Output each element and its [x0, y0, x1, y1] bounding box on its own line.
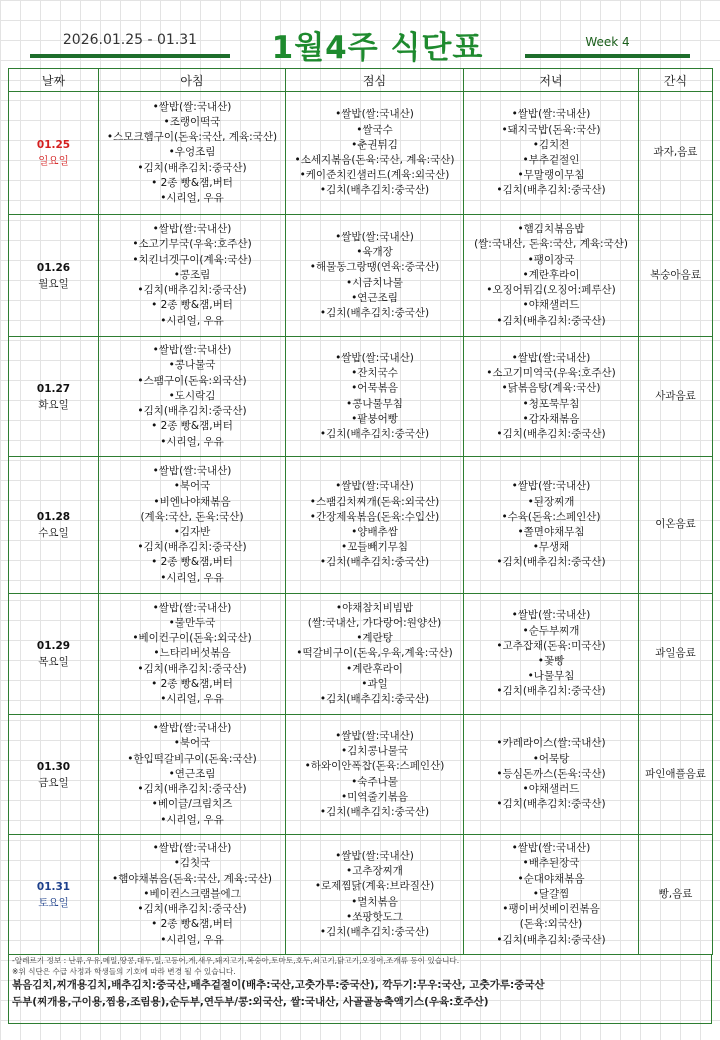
menu-item: •쫄면야채무침 — [517, 526, 585, 538]
menu-item: •로제찜닭(계육:브라질산) — [314, 880, 435, 893]
date-label: 01.31 — [36, 880, 71, 893]
menu-item: •나물무침 — [527, 670, 575, 683]
breakfast-cell — [99, 715, 286, 835]
menu-item: •시리얼, 우유 — [160, 693, 224, 705]
menu-item: •김치(배추김치:중국산) — [137, 903, 247, 916]
column-header-breakfast: 아침 — [99, 69, 286, 92]
header-rule-right — [525, 54, 690, 58]
menu-item: •미역줄기볶음 — [340, 790, 409, 803]
menu-item: •꽃빵 — [537, 655, 565, 667]
weekday-label: 금요일 — [38, 776, 69, 789]
allergy-note: -알레르기 정보 : 난류,우유,메밀,땅콩,대두,밀,고등어,게,새우,돼지고기,복숭아,토마토,호두,쇠고기,닭고기,오징어,조개류 등이 있습니다. — [12, 956, 460, 965]
header-rule-left — [30, 54, 230, 58]
menu-item: •잔치국수 — [351, 367, 398, 380]
menu-item: •김치(배추김치:중국산) — [319, 184, 430, 197]
snack-cell: 과일음료 — [639, 594, 713, 715]
menu-item: •김치(배추김치:중국산) — [137, 284, 247, 297]
menu-item: •소세지볶음(돈육:국산, 계육:국산) — [294, 154, 455, 166]
menu-item: •양배추쌈 — [351, 526, 398, 538]
table-row — [9, 715, 713, 835]
snack-cell: 과자,음료 — [639, 92, 713, 215]
menu-item: •쌀국수 — [356, 123, 393, 136]
menu-item: •순대야채볶음 — [517, 872, 585, 885]
lunch-cell — [286, 337, 464, 457]
menu-item: •김치(배추김치:중국산) — [319, 306, 430, 319]
menu-item: •김치(배추김치:중국산) — [137, 662, 247, 675]
column-header-dinner: 저녁 — [464, 69, 639, 92]
menu-item: •시리얼, 우유 — [160, 435, 224, 448]
menu-item: •간장제육볶음(돈육:수입산) — [309, 510, 440, 523]
table-row — [9, 337, 713, 457]
menu-item: •시리얼, 우유 — [160, 813, 224, 826]
menu-item: •쌀밥(쌀:국내산) — [511, 480, 591, 493]
table-header-row — [9, 69, 713, 92]
menu-item: •쌀밥(쌀:국내산) — [152, 100, 232, 113]
breakfast-cell — [99, 215, 286, 337]
menu-item: •김치(배추김치:중국산) — [319, 925, 430, 938]
menu-item: •스팸김치찌개(돈육:외국산) — [309, 495, 440, 508]
dinner-cell — [464, 715, 639, 835]
menu-item: •북어국 — [173, 480, 211, 493]
menu-item: •콩조림 — [173, 268, 211, 281]
date-cell — [9, 715, 99, 835]
menu-item: •감자채볶음 — [522, 412, 580, 425]
menu-item: •해물동그랑땡(연육:중국산) — [309, 261, 440, 274]
menu-item: •야채샐러드 — [522, 783, 580, 796]
menu-item: •연근조림 — [351, 291, 398, 304]
date-label: 01.25 — [36, 139, 71, 151]
menu-item: •베이컨구이(돈육:외국산) — [132, 632, 252, 645]
menu-item: •쌀밥(쌀:국내산) — [511, 351, 591, 364]
menu-item: • 2종 빵&잼,버터 — [151, 420, 233, 433]
menu-item: •김치(배추김치:중국산) — [137, 541, 247, 554]
table-row — [9, 457, 713, 594]
menu-item: •케이준치킨샐러드(계육:외국산) — [299, 169, 450, 182]
date-cell — [9, 457, 99, 594]
menu-item: •소고기미역국(우육:호주산) — [486, 367, 616, 380]
menu-item: •김치(배추김치:중국산) — [137, 783, 247, 796]
lunch-cell — [286, 715, 464, 835]
menu-item: •김치(배추김치:중국산) — [137, 161, 247, 174]
table-row — [9, 594, 713, 715]
menu-item: •김치(배추김치:중국산) — [496, 556, 606, 569]
menu-item: •춘권튀김 — [351, 138, 398, 151]
weekday-label: 목요일 — [38, 656, 69, 668]
menu-item: •하와이안폭찹(돈육:스페인산) — [304, 760, 445, 773]
breakfast-cell — [99, 594, 286, 715]
dinner-cell — [464, 835, 639, 955]
menu-item: •쌀밥(쌀:국내산) — [152, 223, 232, 236]
menu-item: •스모크햄구이(돈육:국산, 계육:국산) — [106, 131, 278, 144]
dinner-cell — [464, 215, 639, 337]
menu-item: •시리얼, 우유 — [160, 933, 224, 946]
menu-item: •도시락김 — [168, 389, 216, 402]
menu-item: •쌀밥(쌀:국내산) — [335, 729, 414, 742]
lunch-cell — [286, 92, 464, 215]
menu-item: •베이글/크림치즈 — [151, 798, 233, 811]
menu-item: • 2종 빵&잼,버터 — [151, 299, 233, 312]
menu-item: •어묵볶음 — [351, 382, 398, 395]
menu-item: (계육:국산, 돈육:국산) — [140, 510, 244, 523]
menu-item: •김치전 — [532, 138, 570, 151]
snack-cell: 사과음료 — [639, 337, 713, 457]
menu-item: •숙주나물 — [351, 775, 398, 788]
header — [0, 0, 720, 66]
menu-item: •김치(배추김치:중국산) — [496, 685, 606, 698]
menu-item: •고추잡채(돈육:미국산) — [496, 639, 606, 652]
table-row — [9, 92, 713, 215]
dinner-cell — [464, 457, 639, 594]
menu-item: •쌀밥(쌀:국내산) — [152, 842, 232, 855]
footer-notes — [8, 955, 712, 1024]
menu-item: •연근조림 — [168, 767, 216, 780]
date-cell — [9, 92, 99, 215]
menu-item: •쌀밥(쌀:국내산) — [152, 722, 232, 735]
weekday-label: 화요일 — [38, 398, 69, 411]
date-label: 01.26 — [36, 261, 71, 274]
menu-item: •팽이장국 — [527, 253, 575, 266]
table-row — [9, 215, 713, 337]
menu-item: •김치(배추김치:중국산) — [496, 427, 606, 440]
menu-item: •북어국 — [173, 737, 211, 750]
menu-item: •김치(배추김치:중국산) — [496, 798, 606, 811]
menu-item: •순두부찌개 — [522, 624, 580, 637]
menu-item: •계란탕 — [356, 632, 393, 645]
menu-item: •김치(배추김치:중국산) — [319, 805, 430, 818]
menu-item: •비엔나야채볶음 — [153, 495, 231, 508]
menu-item: •김칫국 — [173, 857, 211, 870]
menu-item: •한입떡갈비구이(돈육:국산) — [127, 752, 257, 765]
breakfast-cell — [99, 337, 286, 457]
menu-item: •소고기무국(우육:호주산) — [132, 238, 252, 251]
menu-item: •부추겉절인 — [522, 154, 580, 166]
table-body — [9, 92, 713, 955]
weekday-label: 수요일 — [38, 527, 69, 539]
date-label: 01.28 — [36, 511, 71, 523]
breakfast-cell — [99, 835, 286, 955]
snack-cell: 파인애플음료 — [639, 715, 713, 835]
menu-item: •카레라이스(쌀:국내산) — [496, 737, 606, 750]
menu-item: •김치콩나물국 — [340, 745, 409, 758]
menu-item: •닭볶음탕(계육:국산) — [501, 382, 601, 395]
menu-item: •베이컨스크램블에그 — [143, 887, 241, 900]
menu-item: •쏘팡핫도그 — [346, 910, 403, 923]
date-cell — [9, 835, 99, 955]
menu-item: •떡갈비구이(돈육,우육,계육:국산) — [296, 647, 453, 660]
menu-item: •김치(배추김치:중국산) — [319, 556, 430, 569]
menu-item: •계란후라이 — [522, 268, 580, 281]
menu-item: •무생채 — [532, 541, 570, 554]
menu-item: •느타리버섯볶음 — [153, 647, 231, 660]
menu-item: •과일 — [361, 677, 388, 690]
menu-item: •쌀밥(쌀:국내산) — [335, 480, 414, 493]
menu-item: •김치(배추김치:중국산) — [319, 693, 430, 705]
snack-cell: 이온음료 — [639, 457, 713, 594]
menu-item: •달걀찜 — [532, 887, 570, 900]
weekday-label: 일요일 — [38, 155, 69, 167]
breakfast-cell — [99, 457, 286, 594]
menu-item: •시리얼, 우유 — [160, 192, 224, 204]
menu-item: •오징어튀김(오징어:페루산) — [486, 284, 616, 297]
menu-item: •김치(배추김치:중국산) — [496, 933, 606, 946]
change-notice: ※위 식단은 수급 사정과 학생들의 기호에 따라 변경 될 수 있습니다. — [12, 967, 236, 976]
menu-item: •쌀밥(쌀:국내산) — [335, 849, 414, 862]
menu-item: •팽이버섯베이컨볶음 — [502, 903, 600, 916]
menu-item: •김치(배추김치:중국산) — [319, 427, 430, 440]
date-label: 01.29 — [36, 640, 71, 652]
menu-item: •치킨너겟구이(계육:국산) — [132, 253, 252, 266]
menu-item: (쌀:국내산, 가다랑어:원양산) — [307, 616, 442, 629]
menu-item: •시리얼, 우유 — [160, 571, 224, 584]
menu-item: •어묵탕 — [532, 752, 570, 765]
breakfast-cell — [99, 92, 286, 215]
menu-item: •돼지국밥(돈육:국산) — [501, 123, 601, 136]
menu-item: •무말랭이무침 — [517, 169, 585, 182]
lunch-cell — [286, 457, 464, 594]
menu-item: •야채참치비빔밥 — [335, 601, 414, 614]
menu-item: •청포묵무침 — [522, 397, 580, 410]
menu-item: •야채샐러드 — [522, 299, 580, 312]
menu-item: • 2종 빵&잼,버터 — [151, 556, 233, 569]
menu-item: •수육(돈육:스페인산) — [501, 510, 601, 523]
date-cell — [9, 594, 99, 715]
menu-item: •물만두국 — [168, 616, 216, 629]
lunch-cell — [286, 835, 464, 955]
date-label: 01.30 — [36, 760, 71, 773]
menu-item: •쌀밥(쌀:국내산) — [335, 108, 414, 121]
page-title: 1월4주 식단표 — [271, 30, 484, 66]
menu-item: •쌀밥(쌀:국내산) — [511, 108, 591, 121]
date-cell — [9, 337, 99, 457]
dinner-cell — [464, 594, 639, 715]
menu-item: •햄김치볶음밥 — [517, 223, 585, 236]
origin-note-2: 두부(찌개용,구이용,찜용,조림용),순두부,연두부/콩:외국산, 쌀:국내산, 사골골농축액기스(우육:호주산) — [12, 996, 489, 1008]
weekday-label: 토요일 — [38, 896, 69, 909]
date-cell — [9, 215, 99, 337]
dinner-cell — [464, 337, 639, 457]
origin-note-1: 볶음김치,찌개용김치,배추김치:중국산,배추겉절이(배추:국산,고춧가루:중국산), 깍두기:무우:국산, 고춧가루:중국산 — [12, 979, 545, 991]
menu-item: •쌀밥(쌀:국내산) — [152, 465, 232, 478]
menu-item: •콩나물무침 — [346, 397, 403, 410]
menu-item: • 2종 빵&잼,버터 — [151, 918, 233, 931]
menu-item: •조랭이떡국 — [163, 115, 221, 128]
menu-item: •시금치나물 — [346, 276, 403, 289]
menu-item: •꼬들빼기무침 — [340, 541, 409, 554]
snack-cell: 복숭아음료 — [639, 215, 713, 337]
menu-item: (돈육:외국산) — [519, 918, 583, 931]
table-row — [9, 835, 713, 955]
menu-item: •김치(배추김치:중국산) — [496, 184, 606, 197]
dinner-cell — [464, 92, 639, 215]
menu-item: •된장찌개 — [527, 495, 575, 508]
menu-item: •쌀밥(쌀:국내산) — [152, 344, 232, 357]
menu-item: •쌀밥(쌀:국내산) — [335, 230, 414, 243]
menu-item: (쌀:국내산, 돈육:국산, 계육:국산) — [474, 238, 628, 251]
menu-item: •등심돈까스(돈육:국산) — [496, 767, 606, 780]
menu-item: •육개장 — [356, 246, 393, 259]
menu-item: •햄야채볶음(돈육:국산, 계육:국산) — [112, 872, 272, 885]
week-label: Week 4 — [585, 35, 630, 49]
menu-item: •김치(배추김치:중국산) — [496, 314, 606, 327]
menu-item: •쌀밥(쌀:국내산) — [511, 842, 591, 855]
meal-table — [8, 68, 713, 955]
menu-item: •우엉조림 — [168, 146, 216, 159]
menu-item: •김치(배추김치:중국산) — [137, 405, 247, 418]
column-header-lunch: 점심 — [286, 69, 464, 92]
menu-item: • 2종 빵&잼,버터 — [151, 176, 233, 189]
menu-item: •고추장찌개 — [346, 865, 403, 878]
column-header-date: 날짜 — [9, 69, 99, 92]
menu-item: •멸치볶음 — [351, 895, 398, 908]
weekday-label: 월요일 — [38, 277, 69, 290]
date-range: 2026.01.25 - 01.31 — [62, 32, 198, 48]
menu-item: •콩나물국 — [168, 359, 216, 372]
menu-item: •쌀밥(쌀:국내산) — [152, 601, 232, 614]
menu-item: •계란후라이 — [346, 662, 403, 675]
date-label: 01.27 — [36, 382, 71, 395]
menu-item: •팥붕어빵 — [351, 412, 398, 425]
lunch-cell — [286, 594, 464, 715]
menu-item: •쌀밥(쌀:국내산) — [511, 609, 591, 622]
menu-item: •스팸구이(돈육:외국산) — [137, 374, 247, 387]
menu-item: •배추된장국 — [522, 857, 580, 870]
menu-item: •시리얼, 우유 — [160, 314, 224, 327]
menu-item: •쌀밥(쌀:국내산) — [335, 351, 414, 364]
menu-item: •김자반 — [173, 526, 211, 538]
lunch-cell — [286, 215, 464, 337]
menu-item: • 2종 빵&잼,버터 — [151, 677, 233, 690]
snack-cell: 빵,음료 — [639, 835, 713, 955]
column-header-snack: 간식 — [639, 69, 713, 92]
